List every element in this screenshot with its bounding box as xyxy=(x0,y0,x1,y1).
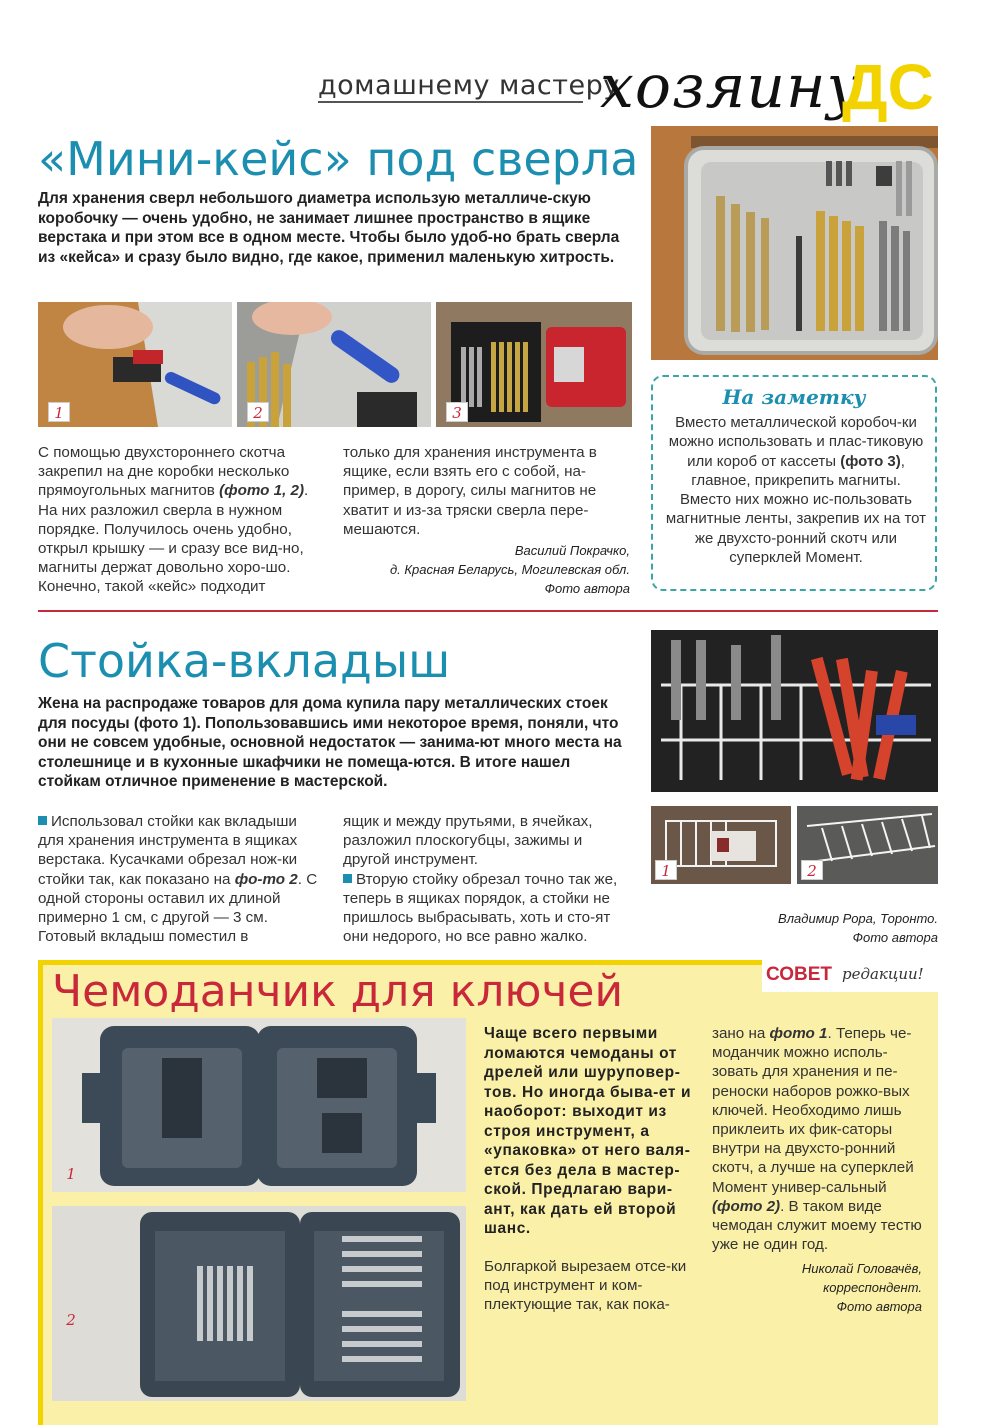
section3-col2-text-a: зано на xyxy=(712,1025,770,1042)
section1-col1-text-b: . На них разложил сверла в нужном порядке. Получилось очень удобно, открыл крышку — и сразу все вид-но, магниты держат довольно хоро-шо. Конечно, такой «кейс» подходит xyxy=(38,482,309,596)
section-divider xyxy=(38,610,938,612)
section1-column1 xyxy=(38,443,326,597)
section3-author: Николай Головачёв, xyxy=(801,1261,922,1276)
section3-col2-text-c: . В таком виде чемодан служит моему тестю уже не один год. xyxy=(712,1197,922,1254)
section3-photo-credit: Фото автора xyxy=(836,1299,922,1314)
section2-col2-text-a: ящик и между прутьями, в ячейках, разложил плоскогубцы, зажимы и другой инструмент. xyxy=(343,813,593,869)
section2-col2-text-b: Вторую стойку обрезал точно так же, теперь в ящиках порядок, а стойки не пришлось выбрасывать, хоть и сто-ят они недорого, но все равно жалко. xyxy=(343,870,618,946)
photo-number: 1 xyxy=(655,860,677,880)
cut-rack-photo xyxy=(797,806,938,884)
empty-case-photo xyxy=(52,1018,466,1192)
note-photo-ref: (фото 3) xyxy=(840,452,901,470)
photo-number: 2 xyxy=(66,1311,76,1329)
bullet-marker xyxy=(38,816,47,825)
section3-role: корреспондент. xyxy=(823,1280,922,1295)
advice-badge-em: редакции! xyxy=(842,965,924,983)
section3-column1: Болгаркой вырезаем отсе-ки под инструмент и ком-плектующие так, как пока- xyxy=(484,1258,687,1314)
photo3-cassette-case xyxy=(436,302,632,427)
pliers-rack-illustration xyxy=(651,630,938,792)
photo-number: 2 xyxy=(801,860,823,880)
photo2-drills-on-magnets xyxy=(237,302,431,427)
section1-photo-credit: Фото автора xyxy=(544,581,630,596)
section2-title: Стойка-вкладыш xyxy=(38,634,451,688)
section3-col2-text-b: . Теперь че-моданчик можно исполь-зовать для хранения и пе-реноски наборов рожко-вых ключей. Необходимо лишь приклеить их фик-саторы внутри на двухсто-ронний скотч, а лучше на суперклей Момент универ-сальный xyxy=(712,1025,914,1196)
bullet-marker xyxy=(343,874,352,883)
section1-col1-text-a: С помощью двухстороннего скотча закрепил на дне коробки несколько прямоугольных магнитов xyxy=(38,444,290,500)
rubric-label: домашнему мастеру xyxy=(318,70,620,101)
section1-col1-photo-ref: (фото 1, 2) xyxy=(219,482,305,500)
empty-case-illustration xyxy=(52,1018,466,1192)
advice-badge-strong: СОВЕТ xyxy=(766,964,833,985)
section1-title: «Мини-кейс» под сверла xyxy=(38,132,639,186)
photo-number: 2 xyxy=(247,402,269,422)
note-box xyxy=(651,375,937,591)
section2-lead: Жена на распродаже товаров для дома купила пару металлических стоек для посуды (фото 1). Попользовавшись ими некоторое время, поняли, что они не совсем удобные, основной недостаток — занима-ют много места на столешнице и в кухонные шкафчики не помеща-ются. В итоге нашел стойкам отличное применение в мастерской. xyxy=(38,695,622,790)
section3-col2-photo-ref2: (фото 2) xyxy=(712,1197,781,1215)
section1-place: д. Красная Беларусь, Могилевская обл. xyxy=(389,562,630,577)
section3-column2 xyxy=(712,1024,922,1254)
section1-author: Василий Покрачко, xyxy=(514,543,630,558)
wrench-case-photo xyxy=(52,1206,466,1401)
section2-author: Владимир Рора, Торонто. xyxy=(778,911,938,926)
section2-column2 xyxy=(343,812,632,946)
drill-tin-illustration xyxy=(651,126,938,360)
section3-col2-photo-ref1: фото 1 xyxy=(769,1025,828,1042)
section1-column2: только для хранения инструмента в ящике, если взять его с собой, на-пример, в дорогу, силы магнитов не хватит и из-за тряски сверла пере-мешаются. xyxy=(343,444,597,538)
dish-rack-photo xyxy=(651,806,791,884)
note-text xyxy=(665,413,927,567)
brand-logo: ДС xyxy=(842,51,934,123)
section2-col1-text-b: . С одной стороны оставил их длиной примерно 1 см, с другой — 3 см. Готовый вкладыш поместил в xyxy=(38,870,318,946)
wrench-case-illustration xyxy=(52,1206,466,1401)
photo-number: 1 xyxy=(48,402,70,422)
photo-number: 3 xyxy=(446,402,468,422)
photo1-magnet-taping xyxy=(38,302,232,427)
section2-photo-credit: Фото автора xyxy=(852,930,938,945)
section2-column1 xyxy=(38,812,326,946)
section2-col1-photo-ref: фо-то 2 xyxy=(234,870,298,888)
drill-tin-photo xyxy=(651,126,938,360)
note-text-a: Вместо металлической коробоч-ки можно использовать и плас-тиковую или короб от кассеты xyxy=(668,414,924,470)
photo-number: 1 xyxy=(66,1165,76,1183)
note-title: На заметку xyxy=(722,385,866,409)
pliers-rack-photo xyxy=(651,630,938,792)
note-text-b: , главное, прикрепить магниты. Вместо них можно ис-пользовать магнитные ленты, закрепив их на тот же двухсто-ронний скотч или суперклей Момент. xyxy=(665,452,927,567)
section2-col1-text-a: Использовал стойки как вкладыши для хранения инструмента в ящиках верстака. Кусачками обрезал нож-ки стойки так, как показано на xyxy=(38,813,298,888)
rubric-title: хозяину xyxy=(600,52,863,122)
section3-lead: Чаще всего первыми ломаются чемоданы от дрелей или шуруповер-тов. Но иногда быва-ет и наоборот: выходит из строя инструмент, а «упаковка» от него валя-ется без дела в мастер-ской. Предлагаю вари-ант, как дать ей второй шанс. xyxy=(484,1025,692,1237)
rubric-underline xyxy=(318,101,583,103)
section1-lead: Для хранения сверл небольшого диаметра использую металличе-скую коробочку — очень удобно, не занимает лишнее пространство в ящике верстака и при этом все в одном месте. Чтобы было удоб-но брать сверла из «кейса» и сразу было видно, где какое, применил маленькую хитрость. xyxy=(38,190,620,266)
section3-title: Чемоданчик для ключей xyxy=(52,966,624,1017)
